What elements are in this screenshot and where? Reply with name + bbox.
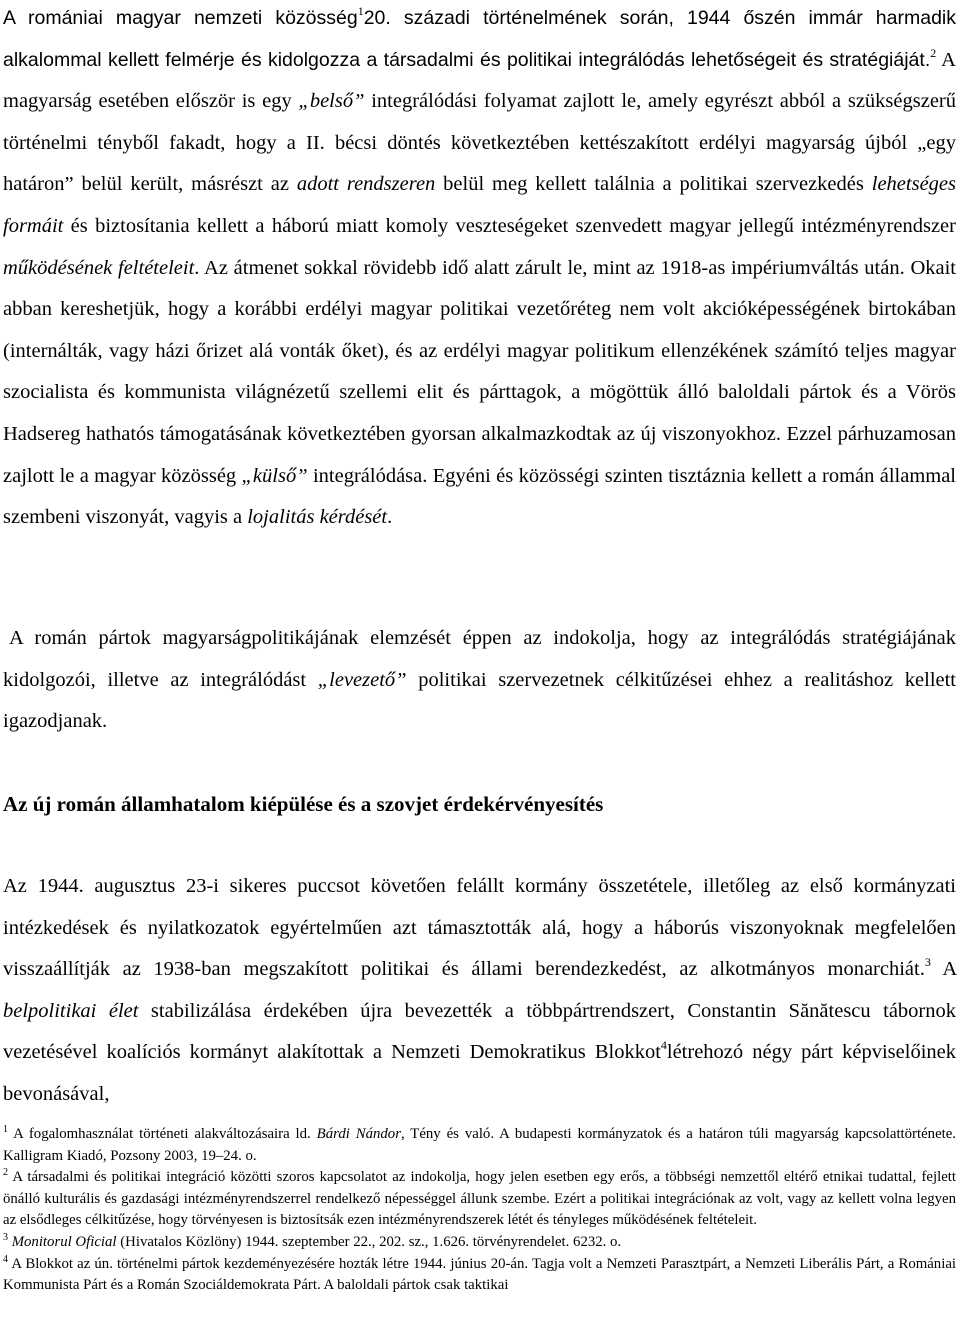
paragraph-text: integrálódása. Egyéni és közösségi szinten tisztáznia kellett a román állammal szembeni viszonyát, vagyis a: [3, 464, 957, 529]
italic-phrase: lojalitás kérdését: [247, 506, 388, 529]
footnote-ref-2[interactable]: 2: [930, 45, 937, 60]
paragraph-text: A román pártok magyarságpolitikájának elemzését éppen az indokolja, hogy az integrálódás stratégiájának kidolgozói, illetve az integrálódást: [3, 627, 956, 691]
paragraph-text: . Az átmenet sokkal rövidebb idő alatt zárult le, mint az 1918-as impériumváltás után. Okait abban kereshetjük, hogy a korábbi erdélyi magyar politikai vezetőréteg nem volt akcióképességének birtokában (internálták, vagy házi őrizet alá vonták őket), és az erdélyi magyar politikum ellenzékének számító teljes magyar szocialista és kommunista világnézetű szellemi elit és párttagok, a mögöttük álló baloldali pártok és a Vörös Hadsereg hathatós támogatásának következtében gyorsan alkalmazkodtak az új viszonyokhoz. Ezzel párhuzamosan zajlott le a magyar közösség: [3, 256, 956, 487]
footnote-3: [3, 1232, 956, 1254]
paragraph-text: politikai szervezetnek célkitűzései ehhez a realitáshoz kellett igazodjanak.: [3, 668, 956, 733]
footnote-number: 2: [3, 1167, 8, 1179]
italic-phrase: lehetséges formáit: [3, 173, 956, 237]
paragraph-text: belül meg kellett találnia a politikai szervezkedés: [435, 173, 872, 196]
footnote-4: [3, 1254, 956, 1297]
paragraph-intro: [3, 0, 956, 539]
quoted-term: „levezető”: [317, 668, 407, 691]
paragraph-text: stabilizálása érdekében újra bevezették a többpártrendszert, Constantin Sănătescu tábornok vezetésével koalíciós kormányt alakítottak a Nemzeti Demokratikus Blokkot: [3, 999, 957, 1064]
paragraph-text: A magyarság esetében először is egy: [3, 48, 956, 113]
footnote-2: [3, 1167, 956, 1232]
quoted-term: „belső”: [298, 90, 365, 113]
footnote-text: A társadalmi és politikai integráció közötti szoros kapcsolatot az indokolja, hogy jelen esetben egy erős, a többségi nemzettől eltérő etnikai tudattal, fejlett önálló kulturális és gazdasági intézményrendszerrel rendelkező népességgel állunk szembe. Ezért a politikai integrációnak az volt, vagy az kellett volna legyen az elsődleges célkitűzése, hogy törvényesen is biztosítsák ezen intézményrendszerek létét és tényleges működésének feltételeit.: [3, 1169, 956, 1229]
italic-phrase: belpolitikai élet: [3, 999, 139, 1022]
paragraph-text: 20. századi történelmének során, 1944 őszén immár harmadik alkalommal kellett felmérje és kidolgozza a társadalmi és politikai integrálódás lehetőségeit és stratégiáját.: [3, 7, 956, 71]
paragraph-text: integrálódási folyamat zajlott le, amely egyrészt abból a szükségszerű történelmi tényből fakadt, hogy a II. bécsi döntés következtében kettészakított erdélyi magyarság újból „egy határon” belül került, másrészt az: [3, 90, 957, 196]
footnote-text: A fogalomhasználat történeti alakváltozásaira ld.: [8, 1126, 317, 1142]
footnote-number: 3: [3, 1231, 8, 1243]
section-heading: Az új román államhatalom kiépülése és a szovjet érdekérvényesítés: [3, 792, 604, 816]
paragraph-1944: [3, 866, 956, 1116]
paragraph-text: létrehozó négy párt képviselőinek bevonásával,: [3, 1041, 956, 1105]
footnote-1: [3, 1124, 956, 1167]
paragraph-text: Az 1944. augusztus 23-i sikeres puccsot követően felállt kormány összetétele, illetőleg az első kormányzati intézkedések és nyilatkozatok egyértelműen azt támasztották alá, hogy a háborús viszonyoknak megfelelően visszaállítják az 1938-ban megszakított politikai és állami berendezkedést, az alkotmányos monarchiát.: [3, 875, 956, 981]
paragraph-text: .: [387, 506, 393, 529]
footnote-source: Monitorul Oficial: [11, 1233, 117, 1250]
italic-phrase: működésének feltételeit: [3, 256, 195, 279]
footnote-ref-4[interactable]: 4: [660, 1038, 667, 1053]
footnote-ref-3[interactable]: 3: [924, 955, 931, 970]
footnote-text: , Tény és való. A budapesti kormányzatok és a határon túli magyarság kapcsolattörténete. Kalligram Kiadó, Pozsony 2003, 19–24. o.: [3, 1126, 957, 1164]
footnote-ref-1[interactable]: 1: [357, 4, 364, 18]
paragraph-text: és biztosítania kellett a háború miatt komoly veszteségeket szenvedett magyar jellegű intézményrendszer: [63, 214, 956, 237]
italic-phrase: adott rendszeren: [296, 173, 436, 196]
footnotes: [3, 1124, 956, 1297]
paragraph-text: A: [930, 958, 957, 981]
paragraph-parties: [3, 618, 956, 743]
footnote-number: 4: [3, 1253, 8, 1265]
footnote-number: 1: [3, 1124, 8, 1135]
paragraph-text: A romániai magyar nemzeti közösség: [3, 7, 358, 29]
quoted-term: „külső”: [241, 464, 308, 487]
footnote-text: (Hivatalos Közlöny) 1944. szeptember 22., 202. sz., 1.626. törvényrendelet. 6232. o.: [116, 1233, 622, 1250]
footnote-text: A Blokkot az ún. történelmi pártok kezdeményezésére hozták létre 1944. június 20-án. Tagja volt a Nemzeti Parasztpárt, a Nemzeti Liberális Párt, a Romániai Kommunista Párt és a Román Szociáldemokrata Párt. A baloldali pártok csak taktikai: [3, 1255, 956, 1294]
footnote-author: Bárdi Nándor: [316, 1126, 401, 1142]
